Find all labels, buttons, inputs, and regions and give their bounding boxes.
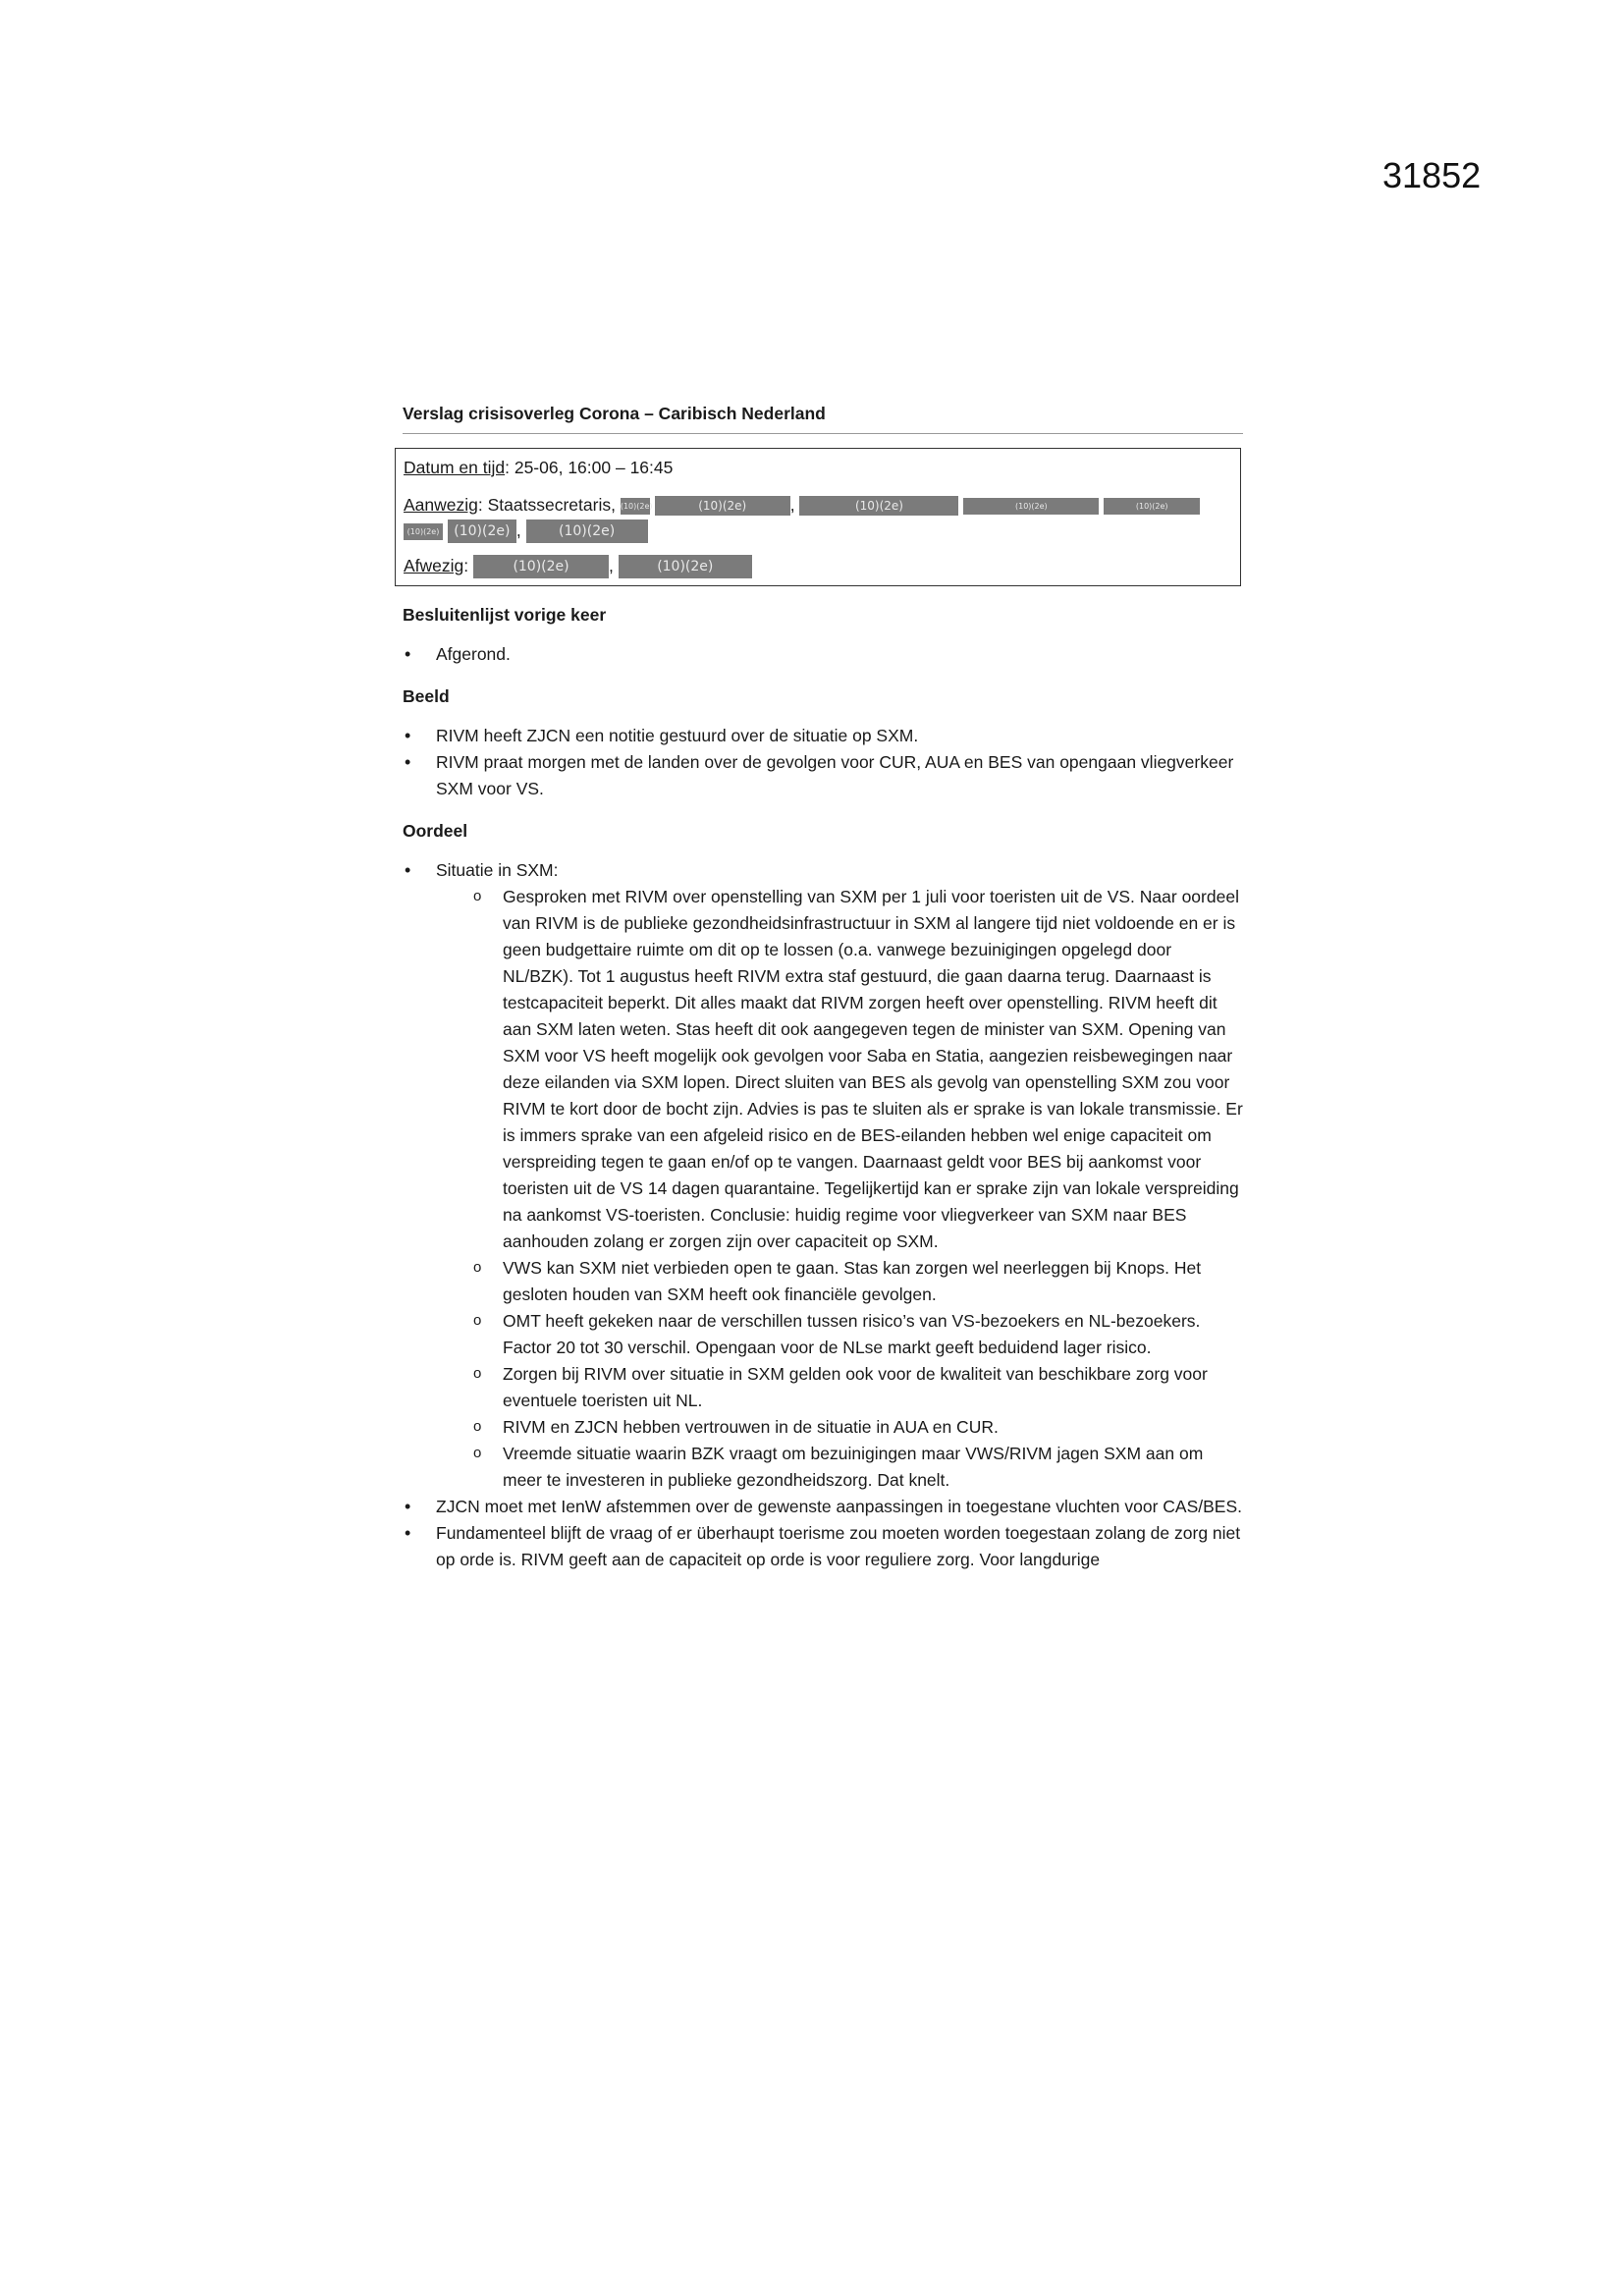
redaction-box: (10)(2e): [404, 523, 443, 540]
sub-list-item: o Zorgen bij RIVM over situatie in SXM gelden ook voor de kwaliteit van beschikbare zorg voor eventuele toeristen uit NL.: [403, 1361, 1243, 1414]
oordeel-list: [403, 857, 1243, 1573]
sub-list-item: o RIVM en ZJCN hebben vertrouwen in de situatie in AUA en CUR.: [403, 1414, 1243, 1441]
sub-list-item: o OMT heeft gekeken naar de verschillen tussen risico’s van VS-bezoekers en NL-bezoekers. Factor 20 tot 30 verschil. Opengaan voor de NLse markt geeft beduidend lager risico.: [403, 1308, 1243, 1361]
present-line: [404, 492, 1232, 518]
present-prefix: : Staatssecretaris,: [477, 495, 616, 515]
list-item: • ZJCN moet met IenW afstemmen over de gewenste aanpassingen in toegestane vluchten voor CAS/BES.: [403, 1494, 1243, 1520]
list-item: • Fundamenteel blijft de vraag of er überhaupt toerisme zou moeten worden toegestaan zolang de zorg niet op orde is. RIVM geeft aan de capaciteit op orde is voor reguliere zorg. Voor langdurige: [403, 1520, 1243, 1573]
list-item: [403, 857, 1243, 1494]
list-item: • RIVM heeft ZJCN een notitie gestuurd over de situatie op SXM.: [403, 723, 1243, 749]
sub-list-item: o Vreemde situatie waarin BZK vraagt om bezuinigingen maar VWS/RIVM jagen SXM aan om meer te investeren in publieke gezondheidszorg. Dat knelt.: [403, 1441, 1243, 1494]
separator: ,: [515, 520, 521, 540]
situatie-sublist: [436, 884, 1243, 1494]
redaction-box: (10)(2e): [655, 496, 790, 516]
document-number: 31852: [1382, 155, 1482, 195]
present-line-2: [404, 518, 1232, 543]
date-label: Datum en tijd: [404, 458, 506, 477]
date-value: : 25-06, 16:00 – 16:45: [505, 458, 674, 477]
present-label: Aanwezig: [404, 495, 478, 515]
redaction-box: (10)(2e): [1104, 498, 1200, 515]
separator: ,: [789, 495, 795, 515]
sub-list-item: o Gesproken met RIVM over openstelling van SXM per 1 juli voor toeristen uit de VS. Naar oordeel van RIVM is de publieke gezondheidsinfrastructuur in SXM al langere tijd niet voldoende en er is geen budgettaire ruimte om dit op te lossen (o.a. vanwege bezuinigingen opgelegd door NL/BZK). Tot 1 augustus heeft RIVM extra staf gestuurd, die gaan daarna terug. Daarnaast is testcapaciteit beperkt. Dit alles maakt dat RIVM zorgen heeft over openstelling. RIVM heeft dit aan SXM laten weten. Stas heeft dit ook aangegeven tegen de minister van SXM. Opening van SXM voor VS heeft mogelijk ook gevolgen voor Saba en Statia, aangezien reisbewegingen naar deze eilanden via SXM lopen. Direct sluiten van BES als gevolg van openstelling SXM zou voor RIVM te kort door de bocht zijn. Advies is pas te sluiten als er sprake is van lokale transmissie. Er is immers sprake van een afgeleid risico en de BES-eilanden hebben wel enige capaciteit om verspreiding tegen te gaan en/of op te vangen. Daarnaast geldt voor BES bij aankomst voor toeristen uit de VS 14 dagen quarantaine. Tegelijkertijd kan er sprake zijn van lokale verspreiding na aankomst VS-toeristen. Conclusie: huidig regime voor vliegverkeer van SXM naar BES aanhouden zolang er zorgen zijn over capaciteit op SXM.: [403, 884, 1243, 1255]
separator: ,: [609, 556, 614, 575]
absent-label: Afwezig: [404, 556, 464, 575]
section-heading-besluitenlijst: Besluitenlijst vorige keer: [403, 605, 607, 625]
date-line: [404, 453, 1232, 482]
absent-line: [404, 551, 1232, 580]
redaction-box: (10)(2e): [963, 498, 1099, 515]
colon: :: [463, 556, 469, 575]
redaction-box: (10)(2e): [621, 498, 650, 515]
redaction-box: (10)(2e): [619, 555, 752, 578]
redaction-box: (10)(2e): [473, 555, 609, 578]
document-title: Verslag crisisoverleg Corona – Caribisch Nederland: [403, 401, 1243, 434]
besluitenlijst-list: [403, 641, 1243, 668]
redaction-box: (10)(2e): [526, 519, 648, 543]
document-body: [403, 401, 1243, 1573]
list-item: • Afgerond.: [403, 641, 1243, 668]
list-item: • RIVM praat morgen met de landen over de gevolgen voor CUR, AUA en BES van opengaan vliegverkeer SXM voor VS.: [403, 749, 1243, 802]
section-heading-oordeel: Oordeel: [403, 821, 468, 841]
meeting-meta-box: [395, 448, 1241, 586]
situatie-label: Situatie in SXM:: [436, 860, 559, 880]
sub-list-item: o VWS kan SXM niet verbieden open te gaan. Stas kan zorgen wel neerleggen bij Knops. Het gesloten houden van SXM heeft ook financiële gevolgen.: [403, 1255, 1243, 1308]
redaction-box: (10)(2e): [448, 519, 516, 543]
beeld-list: [403, 723, 1243, 802]
section-heading-beeld: Beeld: [403, 686, 450, 706]
redaction-box: (10)(2e): [799, 496, 958, 516]
